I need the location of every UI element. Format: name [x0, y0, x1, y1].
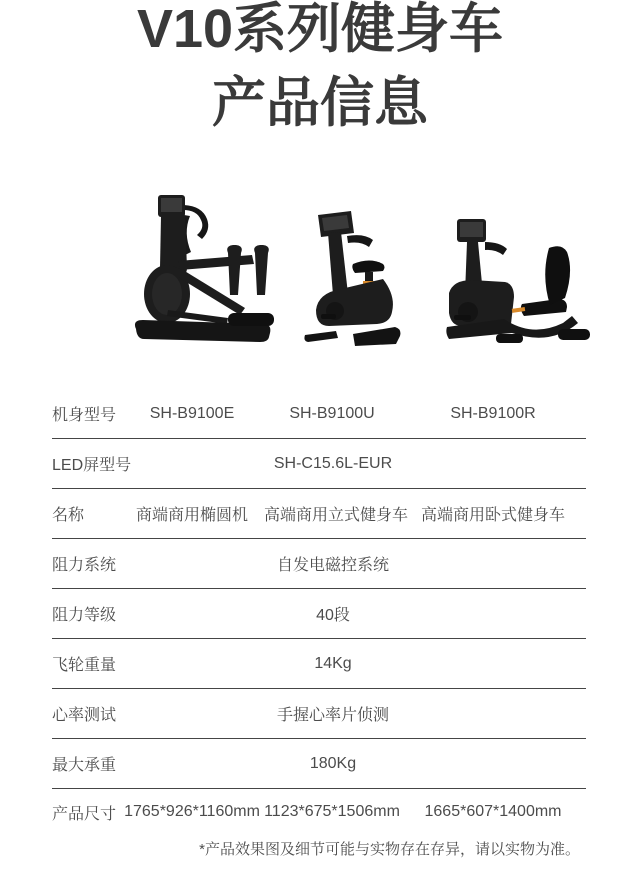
row-label: 阻力系统 — [52, 557, 117, 574]
table-row-resistance-levels — [52, 589, 586, 639]
page-title-line1: V10系列健身车 — [136, 0, 504, 59]
page-title-line2: 产品信息 — [212, 73, 428, 133]
row-label: 阻力等级 — [52, 607, 117, 624]
table-row-heart-rate — [52, 689, 586, 739]
row-label: 飞轮重量 — [52, 657, 117, 674]
spec-table — [52, 389, 586, 835]
elliptical-trainer-image — [128, 190, 280, 348]
table-row-dimensions — [52, 789, 586, 835]
spec-value: 手握心率片侦测 — [276, 707, 389, 724]
row-label: 机身型号 — [52, 407, 117, 424]
spec-value: 自发电磁控系统 — [276, 557, 389, 574]
spec-value: 高端商用立式健身车 — [264, 507, 409, 524]
upright-bike-image — [295, 206, 407, 348]
table-row-led-screen — [52, 439, 586, 489]
row-label: 最大承重 — [52, 757, 117, 774]
table-row-model — [52, 389, 586, 439]
spec-value: 1665*607*1400mm — [424, 803, 562, 820]
spec-value: 14Kg — [314, 654, 352, 672]
spec-value: 商端商用椭圆机 — [135, 507, 248, 524]
spec-value: SH-B9100E — [149, 404, 235, 422]
page-title — [0, 0, 640, 140]
recumbent-bike-image — [438, 216, 598, 348]
spec-value: 180Kg — [309, 754, 357, 772]
spec-value: 高端商用卧式健身车 — [420, 507, 565, 524]
spec-value: SH-B9100U — [289, 404, 375, 422]
spec-value: 1765*926*1160mm — [124, 803, 260, 820]
table-row-resistance-system — [52, 539, 586, 589]
row-label: 产品尺寸 — [52, 805, 117, 823]
elliptical-trainer-icon — [128, 190, 280, 348]
row-label: 名称 — [52, 507, 85, 524]
upright-bike-icon — [295, 206, 407, 348]
table-row-name — [52, 489, 586, 539]
spec-value: 1123*675*1506mm — [264, 803, 400, 820]
disclaimer-footnote: *产品效果图及细节可能与实物存在存异，请以实物为准。 — [199, 841, 580, 858]
spec-value: SH-C15.6L-EUR — [273, 454, 393, 472]
recumbent-bike-icon — [438, 216, 598, 348]
table-row-flywheel-weight — [52, 639, 586, 689]
spec-value: SH-B9100R — [450, 404, 536, 422]
row-label: LED屏型号 — [52, 457, 132, 474]
table-row-max-load — [52, 739, 586, 789]
spec-value: 40段 — [316, 607, 350, 624]
row-label: 心率测试 — [52, 707, 117, 724]
